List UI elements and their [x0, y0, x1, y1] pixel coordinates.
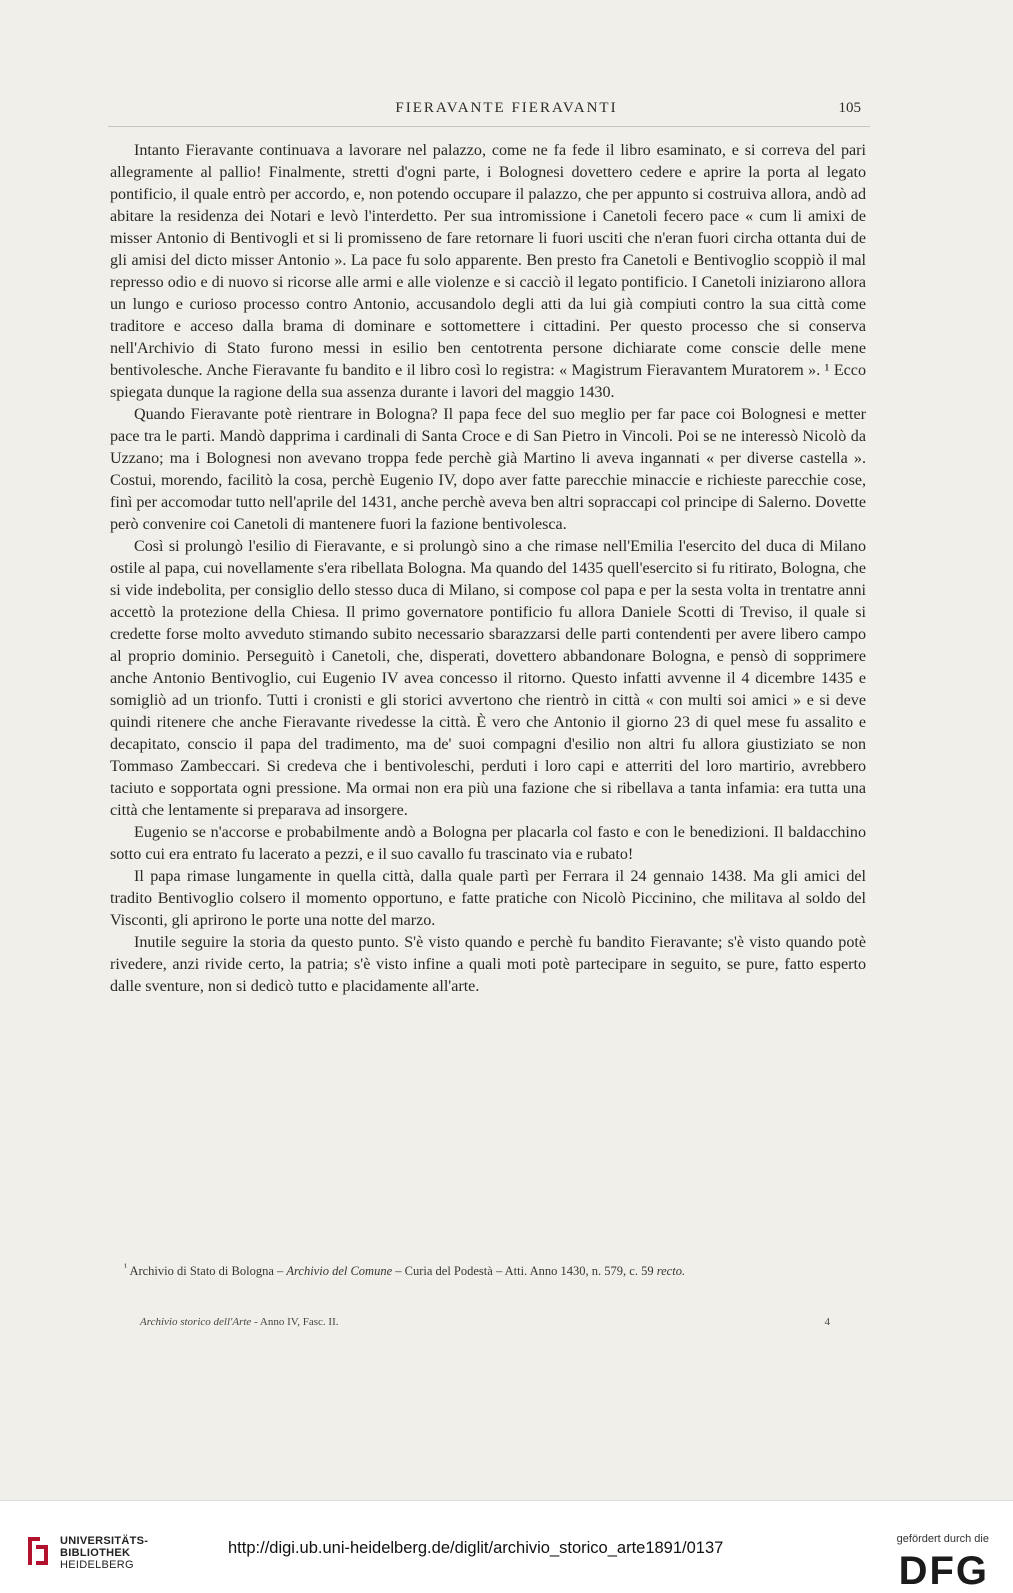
paragraph: Il papa rimase lungamente in quella città, dalla quale partì per Ferrara il 24 gennaio 1438. Ma gli amici del tradito Bentivoglio colsero il momento opportuno, e fatte pratiche con Nicolò Piccinino, che militava al soldo del Visconti, gli aprirono le porte una notte del marzo. — [110, 868, 866, 929]
dfg-logo-icon: DFG — [898, 1549, 989, 1593]
paragraph: Inutile seguire la storia da questo punto. S'è visto quando e perchè fu bandito Fieravante; s'è visto quando potè rivedere, anzi rivide certo, la patria; s'è visto infine a quali moti potè partecipare in seguito, se pure, fatto esperto dalle sventure, non si dedicò tutto e placidamente all'arte. — [110, 934, 866, 995]
journal-imprint — [140, 1316, 830, 1334]
paragraph: Eugenio se n'accorse e probabilmente andò a Bologna per placarla col fasto e con le benedizioni. Il baldacchino sotto cui era entrato fu lacerato a pezzi, e il suo cavallo fu trascinato via e rubato! — [110, 824, 866, 863]
footnote-source-title: Archivio del Comune — [286, 1264, 393, 1278]
funder-label: gefördert durch die — [896, 1533, 989, 1545]
university-library-logo-icon — [24, 1533, 52, 1569]
running-head-title: FIERAVANTE FIERAVANTI — [395, 100, 618, 116]
header-rule — [108, 126, 870, 127]
footnote-recto: recto. — [656, 1264, 686, 1278]
paragraph: Quando Fieravante potè rientrare in Bologna? Il papa fece del suo meglio per far pace coi Bolognesi e metter pace tra le parti. Mandò dapprima i cardinali di Santa Croce e di San Pietro in Vincoli. Poi se ne interessò Nicolò da Uzzano; ma i Bolognesi non avevano troppa fede perchè già Martino li aveva ingannati « per diverse castella ». Costui, morendo, facilitò la cosa, perchè Eugenio IV, dopo aver fatte parecchie minaccie e richieste parecchie cose, finì per accomodar tutto nell'aprile del 1431, anche perchè aveva ben altri sopraccapi col principe di Salerno. Dovette però convenire coi Canetoli di mantenere fuori la fazione bentivolesca. — [110, 406, 866, 533]
body-text — [110, 140, 866, 998]
footnotes — [110, 1262, 866, 1280]
funder-credit — [859, 1529, 989, 1591]
page-number: 105 — [838, 100, 861, 116]
university-library-name: UNIVERSITÄTS- BIBLIOTHEK HEIDELBERG — [60, 1535, 149, 1571]
signature-mark: 4 — [824, 1316, 830, 1328]
footnote-marker: ¹ — [124, 1261, 127, 1273]
paragraph: Così si prolungò l'esilio di Fieravante, e si prolungò sino a che rimase nell'Emilia l'esercito del duca di Milano ostile al papa, cui novellamente s'era ribellata Bologna. Ma quando del 1435 quell'esercito si fu ritirato, Bologna, che si vide indebolita, per consiglio dello stesso duca di Milano, si compose col papa e per la sesta volta in trentatre anni accettò la protezione della Chiesa. Il primo governatore pontificio fu allora Daniele Scotti di Treviso, il quale si credette forse molto avveduto stimando subito necessario sbarazzarsi delle parti contendenti per avere libero campo al proprio dominio. Perseguitò i Canetoli, che, disperati, dovettero abbandonare Bologna, e pensò di sopprimere anche Antonio Bentivoglio, cui Eugenio IV avea concesso il ritorno. Questo infatti avvenne il 4 dicembre 1435 e somigliò ad un trionfo. Tutti i cronisti e gli storici avvertono che rientrò in città « con multi soi amici » e si deve quindi ritenere che anche Fieravante rivedesse la città. È vero che Antonio il giorno 23 di quel mese fu assalito e decapitato, conscio il papa del tradimento, ma de' suoi compagni d'esilio non altri fu allora giustiziato se non Tommaso Zambeccari. Si credeva che i bentivoleschi, perduti i loro capi e atterriti del loro martirio, avrebbero taciuto e sopportata ogni pressione. Ma ormai non era più una fazione che si ribellava a tanta infamia: era tutta una città che lentamente si preparava ad insorgere. — [110, 538, 866, 819]
footnote — [110, 1262, 866, 1280]
footnote-text: – Curia del Podestà – Atti. Anno 1430, n. 579, c. 59 — [392, 1264, 657, 1278]
paragraph: Intanto Fieravante continuava a lavorare nel palazzo, come ne fa fede il libro esaminato, e si correva del pari allegramente al pallio! Finalmente, stretti d'ogni parte, i Bolognesi dovettero cedere e aprire la porta al legato pontificio, il quale entrò per accordo, e, non potendo occupare il palazzo, che per appunto si costruiva allora, andò ad abitare la residenza dei Notari e levò l'interdetto. Per sua intromissione i Canetoli fecero pace « cum li amixi de misser Antonio di Bentivogli et si li promisseno de fare retornare li fuori usciti che n'eran fuori circha ottanta dui de gli amisi del dicto misser Antonio ». La pace fu solo apparente. Ben presto fra Canetoli e Bentivoglio scoppiò il mal represso odio e di nuovo si ricorse alle armi e alle violenze e si cacciò il legato pontificio. I Canetoli iniziarono allora un lungo e curioso processo contro Antonio, accusandolo degli atti da lui già compiuti contro la sua città come traditore e acceso dalla brama di dominare e sottomettere i cittadini. Per questo processo che si conserva nell'Archivio di Stato furono messi in esilio ben centotrenta persone dichiarate come conscie delle mene bentivolesche. Anche Fieravante fu bandito e il libro così lo registra: « Magistrum Fieravantem Muratorem ». ¹ Ecco spiegata dunque la ragione della sua assenza durante i lavori del maggio 1430. — [110, 142, 866, 401]
viewer-footer — [0, 1500, 1013, 1592]
footnote-text: Archivio di Stato di Bologna – — [129, 1264, 287, 1278]
journal-title: Archivio storico dell'Arte - Anno IV, Fasc. II. — [140, 1316, 339, 1328]
permalink-url[interactable]: http://digi.ub.uni-heidelberg.de/diglit/archivio_storico_arte1891/0137 — [228, 1539, 724, 1557]
running-head — [0, 100, 1013, 122]
